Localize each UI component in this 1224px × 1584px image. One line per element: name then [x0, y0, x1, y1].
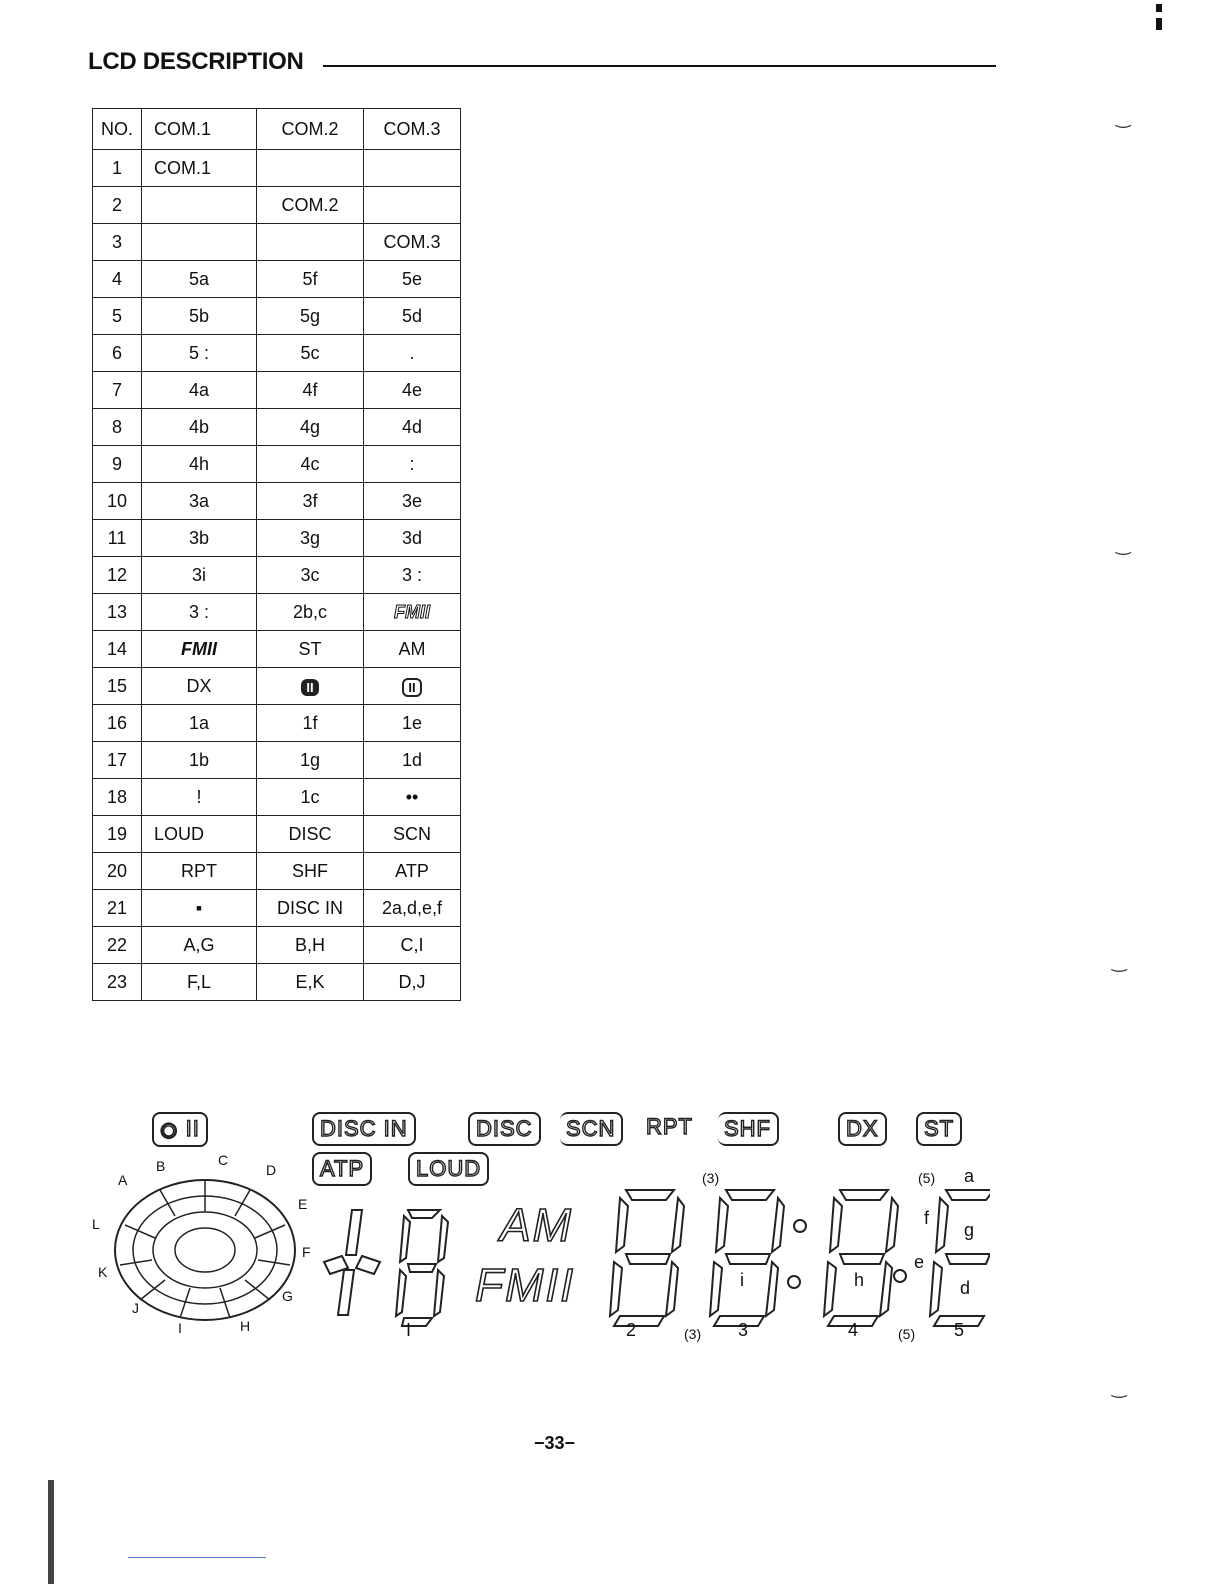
cell-com2: 1c: [257, 779, 364, 816]
marker-h: h: [854, 1270, 865, 1290]
cell-com3: 3e: [364, 483, 461, 520]
marker-e: e: [914, 1252, 925, 1272]
cell-com3: 5e: [364, 261, 461, 298]
cell-no: 10: [93, 483, 142, 520]
ring-letter-b: B: [156, 1158, 166, 1174]
margin-mark: ‿: [1116, 108, 1131, 128]
ring-letter-l: L: [92, 1216, 100, 1232]
table-row: [93, 150, 461, 187]
cell-no: 17: [93, 742, 142, 779]
table-row: [93, 520, 461, 557]
lcd-segment-table: [92, 108, 461, 1001]
cell-com3: 5d: [364, 298, 461, 335]
cell-com2: DISC IN: [257, 890, 364, 927]
rpt-label: RPT: [646, 1114, 693, 1139]
table-row: [93, 742, 461, 779]
header-com3: COM.3: [364, 109, 461, 150]
cell-no: 15: [93, 668, 142, 705]
st-label: ST: [916, 1112, 962, 1146]
cell-com1: [142, 187, 257, 224]
cell-com2: ST: [257, 631, 364, 668]
marker-g: g: [964, 1220, 975, 1240]
cell-no: 21: [93, 890, 142, 927]
cell-com1: 1b: [142, 742, 257, 779]
marker-p3-top: (3): [702, 1170, 720, 1186]
table-row: [93, 483, 461, 520]
cell-com3: ••: [364, 779, 461, 816]
marker-a: a: [964, 1166, 975, 1186]
page-number: −33−: [534, 1433, 576, 1453]
cell-com3: [364, 150, 461, 187]
cell-com1: 3a: [142, 483, 257, 520]
cell-no: 2: [93, 187, 142, 224]
cell-com2: [257, 224, 364, 261]
cell-no: 3: [93, 224, 142, 261]
ring-letter-a: A: [118, 1172, 128, 1188]
scn-label: SCN: [560, 1112, 623, 1146]
pos-p5: (5): [898, 1326, 916, 1342]
table-row: [93, 261, 461, 298]
table-row: [93, 927, 461, 964]
cell-com1: 5 :: [142, 335, 257, 372]
ring-letter-i: I: [178, 1320, 182, 1336]
cell-com2: 3g: [257, 520, 364, 557]
pos-4: 4: [848, 1320, 859, 1340]
outlined-ii-badge-icon: II: [402, 678, 421, 697]
cell-com2: SHF: [257, 853, 364, 890]
cell-com1: 4b: [142, 409, 257, 446]
cell-com3: [364, 187, 461, 224]
cell-com3: COM.3: [364, 224, 461, 261]
shf-label: SHF: [718, 1112, 779, 1146]
cell-com1: 1a: [142, 705, 257, 742]
ii-badge-text: II: [185, 1116, 200, 1141]
ring-letter-f: F: [302, 1244, 311, 1260]
cell-com3: 2a,d,e,f: [364, 890, 461, 927]
ring-letter-d: D: [266, 1162, 277, 1178]
cell-no: 20: [93, 853, 142, 890]
cell-com1: ▪: [142, 890, 257, 927]
cell-no: 11: [93, 520, 142, 557]
cell-no: 12: [93, 557, 142, 594]
pos-3: 3: [738, 1320, 749, 1340]
cell-com3: 4d: [364, 409, 461, 446]
cell-com3: 1d: [364, 742, 461, 779]
cell-com2: B,H: [257, 927, 364, 964]
cell-com2: 3f: [257, 483, 364, 520]
marker-i: i: [740, 1270, 744, 1290]
cell-no: 16: [93, 705, 142, 742]
marker-f: f: [924, 1208, 930, 1228]
lcd-panel-diagram: [90, 1100, 990, 1360]
ring-letter-e: E: [298, 1196, 308, 1212]
cell-com2: 4c: [257, 446, 364, 483]
cell-com3: D,J: [364, 964, 461, 1001]
header-no: NO.: [93, 109, 142, 150]
cell-com1: F,L: [142, 964, 257, 1001]
cell-com2: 1g: [257, 742, 364, 779]
table-row: [93, 224, 461, 261]
atp-label: ATP: [312, 1152, 372, 1186]
cell-com3: ATP: [364, 853, 461, 890]
cell-com3: .: [364, 335, 461, 372]
dx-label: DX: [838, 1112, 887, 1146]
cell-com2: 1f: [257, 705, 364, 742]
cell-com1: [142, 224, 257, 261]
cell-no: 18: [93, 779, 142, 816]
marker-d: d: [960, 1278, 971, 1298]
table-row: [93, 187, 461, 224]
cell-no: 6: [93, 335, 142, 372]
cell-com2: 2b,c: [257, 594, 364, 631]
table-row: [93, 372, 461, 409]
cell-com1: A,G: [142, 927, 257, 964]
disc-label: DISC: [468, 1112, 541, 1146]
table-row: [93, 409, 461, 446]
cell-com3: :: [364, 446, 461, 483]
pos-1: I: [406, 1320, 412, 1340]
plus-one-digit-icon: [322, 1200, 462, 1330]
cell-no: 1: [93, 150, 142, 187]
cell-com1: LOUD: [142, 816, 257, 853]
cell-com1: 4a: [142, 372, 257, 409]
inverted-ii-badge-icon: II: [301, 679, 318, 696]
cell-com1: 3b: [142, 520, 257, 557]
cell-no: 5: [93, 298, 142, 335]
cell-com2: 4g: [257, 409, 364, 446]
cell-com1: 3 :: [142, 594, 257, 631]
ring-letter-j: J: [132, 1300, 139, 1316]
margin-mark: ‿: [1112, 1378, 1127, 1398]
cell-com1: 5b: [142, 298, 257, 335]
ii-badge-icon: ◉ II: [152, 1112, 208, 1147]
cell-com2: 5f: [257, 261, 364, 298]
cell-no: 19: [93, 816, 142, 853]
loud-label: LOUD: [408, 1152, 489, 1186]
am-segment: AM: [500, 1199, 573, 1251]
margin-mark: ‿: [1112, 952, 1127, 972]
edge-mark: [1156, 4, 1162, 12]
table-row: [93, 631, 461, 668]
cell-no: 22: [93, 927, 142, 964]
header-com2: COM.2: [257, 109, 364, 150]
table-row: [93, 890, 461, 927]
cell-com2: 5c: [257, 335, 364, 372]
header-com1: COM.1: [142, 109, 257, 150]
table-row: [93, 446, 461, 483]
ring-letter-g: G: [282, 1288, 293, 1304]
title-rule: [323, 65, 996, 67]
cell-no: 4: [93, 261, 142, 298]
cell-com1: !: [142, 779, 257, 816]
ring-letter-c: C: [218, 1152, 229, 1168]
table-row: [93, 557, 461, 594]
cell-com2: DISC: [257, 816, 364, 853]
cell-com1: DX: [142, 668, 257, 705]
table-header-row: [93, 109, 461, 150]
table-row: [93, 668, 461, 705]
cell-com1: RPT: [142, 853, 257, 890]
table-row: [93, 298, 461, 335]
cell-com3: 3 :: [364, 557, 461, 594]
cell-com3: AM: [364, 631, 461, 668]
cell-no: 9: [93, 446, 142, 483]
cell-com3: 3d: [364, 520, 461, 557]
cell-com1: 4h: [142, 446, 257, 483]
cell-no: 14: [93, 631, 142, 668]
ring-letter-k: K: [98, 1264, 108, 1280]
clock-digits-icon: [600, 1178, 990, 1328]
cell-com3: C,I: [364, 927, 461, 964]
cell-com3: SCN: [364, 816, 461, 853]
disc-in-label: DISC IN: [312, 1112, 416, 1146]
cell-com2: E,K: [257, 964, 364, 1001]
cell-no: 8: [93, 409, 142, 446]
cell-com1: COM.1: [142, 150, 257, 187]
cell-no: 13: [93, 594, 142, 631]
fmii-segment: FMII: [475, 1259, 575, 1311]
cell-com1: 5a: [142, 261, 257, 298]
page-title: LCD DESCRIPTION: [88, 48, 304, 75]
edge-mark: [1156, 18, 1162, 30]
pos-p3: (3): [684, 1326, 702, 1342]
cell-com2: 3c: [257, 557, 364, 594]
cell-no: 23: [93, 964, 142, 1001]
table-row: [93, 335, 461, 372]
table-row: [93, 705, 461, 742]
table-row: [93, 816, 461, 853]
fmii-solid-symbol: FMII: [181, 638, 217, 659]
cell-com2: 4f: [257, 372, 364, 409]
cell-com3: 4e: [364, 372, 461, 409]
fmii-outline-symbol: FMII: [394, 601, 430, 622]
cell-no: 7: [93, 372, 142, 409]
cell-com3: 1e: [364, 705, 461, 742]
binding-edge: [48, 1480, 54, 1584]
table-row: [93, 594, 461, 631]
margin-mark: ‿: [1116, 535, 1131, 555]
cell-com2: COM.2: [257, 187, 364, 224]
footer-rule: [128, 1557, 266, 1558]
cell-com1: 3i: [142, 557, 257, 594]
marker-p5-top: (5): [918, 1170, 936, 1186]
table-row: [93, 779, 461, 816]
cell-com2: 5g: [257, 298, 364, 335]
ring-letter-h: H: [240, 1318, 251, 1334]
table-row: [93, 853, 461, 890]
table-row: [93, 964, 461, 1001]
pos-2: 2: [626, 1320, 637, 1340]
pos-5: 5: [954, 1320, 965, 1340]
cell-com2: [257, 150, 364, 187]
